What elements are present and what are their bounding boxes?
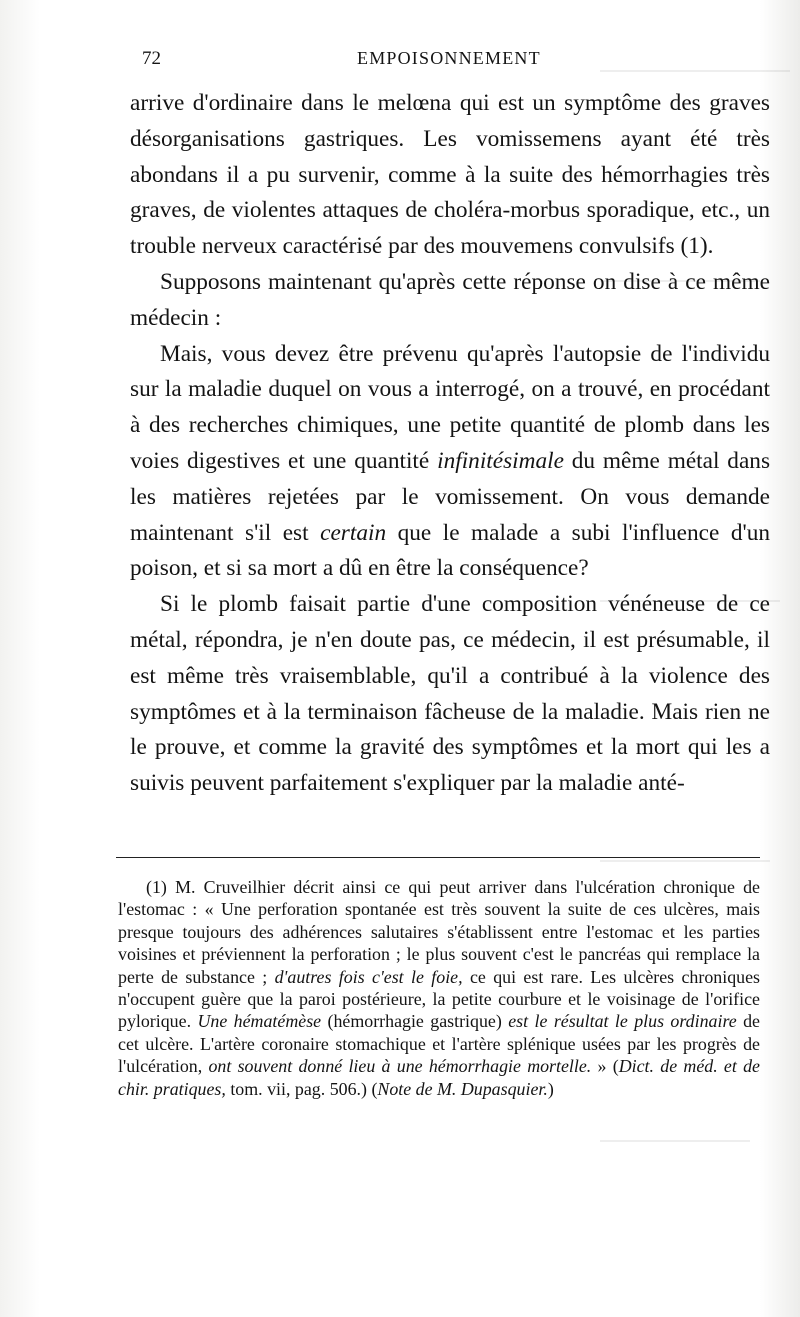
text-run: » ( [591,1056,619,1077]
text-run: Mais, vous devez être prévenu qu'après l'autopsie de l'individu sur la maladie duquel on vous a interrogé, on a trouvé, en procédant à des recherches chimiques, une petite quantité de plomb dans les voies digestives et une quantité [130,340,770,474]
footnote-text [118,876,760,1100]
paragraph [130,337,770,588]
text-run: (1) M. Cruveilhier décrit ainsi ce qui peut arriver dans l'ulcération chronique de l'estomac : « Une perforation spontanée est très souvent la suite de ces ulcères, mais presque toujours des adhérences salutaires s'établissent entre l'estomac et les parties voisines et préviennent la perforation ; le plus souvent c'est le pancréas qui remplace la perte de substance ; [118,877,760,987]
paragraph: Si le plomb faisait partie d'une composition vénéneuse de ce métal, répondra, je n'en doute pas, ce médecin, il est présumable, il est même très vraisemblable, qu'il a contribué à la violence des symptômes et à la terminaison fâcheuse de la maladie. Mais rien ne le prouve, et comme la gravité des symptômes et la mort qui les a suivis peuvent parfaitement s'expliquer par la maladie anté- [130,591,770,797]
text-run: tom. vii, pag. 506.) ( [225,1078,378,1099]
footnote-divider [116,857,760,858]
emphasis: Une hématémèse [197,1011,322,1032]
emphasis: ont souvent donné lieu à une hémorrhagie mortelle. [208,1056,592,1077]
text-run: que le malade a subi l'influence d'un poison, et si sa mort a dû en être la conséquence? [130,519,770,582]
text-run: de cet ulcère. L'artère coronaire stomachique et l'artère splénique usées par les progrès de l'ulcération, [118,1011,760,1077]
running-head: EMPOISONNEMENT [357,48,541,68]
text-run: ) [547,1078,554,1099]
text-run: (hémorrhagie gastrique) [321,1011,509,1032]
text-run: ce qui est rare. Les ulcères chroniques n'occupent guère que la paroi postérieure, la petite courbure et le voisinage de l'orifice pylorique. [118,966,760,1032]
text-run: du même métal dans les matières rejetées par le vomissement. On vous demande maintenant s'il est [130,447,771,546]
paragraph: Supposons maintenant qu'après cette réponse on dise à ce même médecin : [130,268,770,331]
emphasis: est le résultat le plus ordinaire [508,1011,737,1032]
emphasis: Dict. de méd. et de chir. pratiques, [118,1056,760,1099]
main-text [130,86,770,802]
paragraph: arrive d'ordinaire dans le melœna qui est un symptôme des graves désorganisations gastriques. Les vomissemens ayant été très abondans il a pu survenir, comme à la suite des hémorrhagies très graves, de violentes attaques de choléra-morbus sporadique, etc., un trouble nerveux caractérisé par des mouvemens convulsifs (1). [130,90,770,260]
page-header [142,48,762,76]
footnote [118,876,760,1100]
emphasis: infinitésimale [437,447,564,474]
page-number: 72 [142,48,161,69]
emphasis: Note de M. Dupasquier. [377,1078,548,1099]
emphasis: certain [320,519,387,546]
emphasis: d'autres fois c'est le foie, [274,966,463,987]
